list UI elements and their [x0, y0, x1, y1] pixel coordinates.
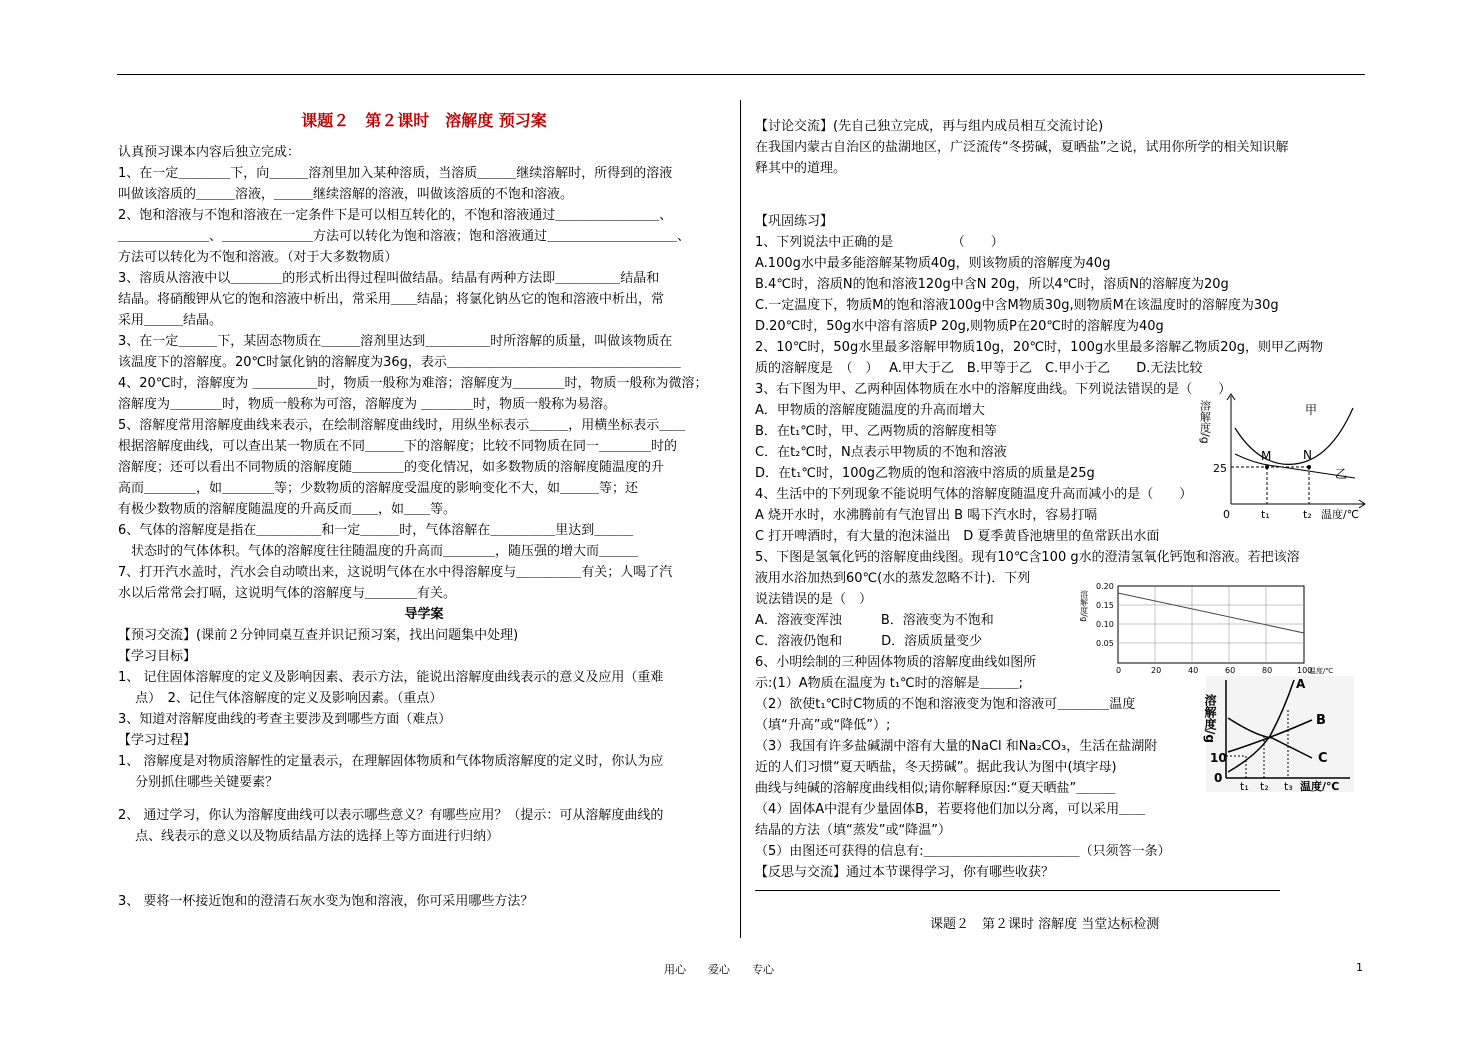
text-line: 示:(1）A物质在温度为 t₁℃时的溶解是＿＿＿;: [755, 676, 1024, 691]
text-line: 1、 记住固体溶解度的定义及影响因素、表示方法，能说出溶解度曲线表示的意义及应用（重难: [118, 670, 664, 685]
chart1-point-n: [1307, 465, 1311, 469]
top-rule: [117, 74, 1365, 75]
text-line: C 打开啤酒时，有大量的泡沫溢出 D 夏季黄昏池塘里的鱼常跃出水面: [755, 529, 1160, 544]
text-line: A 烧开水时，水沸腾前有气泡冒出 B 喝下汽水时，容易打嗝: [755, 508, 1098, 523]
right-column: [755, 116, 1367, 179]
text-line: D．在t₁℃时，100g乙物质的饱和溶液中溶质的质量是25g: [755, 466, 1095, 481]
text-line: （2）欲使t₁℃时C物质的不饱和溶液变为饱和溶液可＿＿＿＿温度: [755, 697, 1136, 712]
chart3-tick-t3: t₃: [1284, 780, 1293, 793]
text-line: 近的人们习惯“夏天晒盐，冬天捞碱”。据此我认为图中(填字母): [755, 760, 1117, 775]
solubility-chart-abc: [1203, 676, 1354, 793]
text-line: 课题２ 第２课时 溶解度 当堂达标检测: [930, 917, 1160, 932]
text-line: 7、打开汽水盖时，汽水会自动喷出来，这说明气体在水中得溶解度与＿＿＿＿＿有关；人喝了汽: [118, 565, 673, 580]
chart3-label-c: C: [1318, 751, 1328, 766]
solubility-chart-jia-yi: [1198, 386, 1375, 524]
page-number: 1: [1356, 961, 1363, 974]
chart1-tick-25: 25: [1213, 462, 1227, 475]
chart3-tick-10: 10: [1210, 751, 1227, 765]
text-line: 结晶。将硝酸钾从它的饱和溶液中析出，常采用＿＿结晶；将氯化钠丛它的饱和溶液中析出，常: [118, 292, 665, 307]
text-line: 方法可以转化为不饱和溶液。（对于大多数物质）: [118, 250, 398, 265]
chart2-xtick: 40: [1188, 666, 1199, 675]
text-line: 3、右下图为甲、乙两种固体物质在水中的溶解度曲线。下列说法错误的是（ ）: [755, 382, 1232, 397]
text-line: 4、生活中的下列现象不能说明气体的溶解度随温度升高而减小的是（ ）: [755, 487, 1193, 502]
text-line: 【学习过程】: [118, 733, 197, 748]
text-line: 【巩固练习】: [755, 214, 834, 229]
chart1-xlabel: 温度/℃: [1321, 508, 1360, 521]
chart2-solubility-line: [1118, 593, 1304, 633]
text-line: 6、气体的溶解度是指在＿＿＿＿＿和一定＿＿＿时，气体溶解在＿＿＿＿＿里达到＿＿＿: [118, 523, 634, 538]
text-line: 点） 2、记住气体溶解度的定义及影响因素。（重点）: [118, 691, 443, 706]
chart1-tick-t1: t₁: [1261, 508, 1270, 521]
text-line: 状态时的气体体积。气体的溶解度往往随温度的升高而＿＿＿＿，随压强的增大而＿＿＿: [118, 544, 639, 559]
text-line: 3、溶质从溶液中以＿＿＿＿的形式析出得过程叫做结晶。结晶有两种方法即＿＿＿＿＿结晶和: [118, 271, 660, 286]
chart2-ytick: 0.05: [1096, 639, 1114, 648]
chart2-ylabel: 溶解度/g: [1079, 590, 1089, 622]
text-line: 液用水浴加热到60℃(水的蒸发忽略不计)．下列: [755, 571, 1031, 586]
text-line: 【讨论交流】(先自己独立完成，再与组内成员相互交流讨论): [755, 119, 1104, 134]
chart3-origin: 0: [1214, 771, 1223, 785]
chart2-xtick: 60: [1225, 666, 1236, 675]
chart1-label-m: M: [1261, 449, 1272, 463]
page-title: 课题２ 第２课时 溶解度 预习案: [301, 111, 547, 130]
text-line: 该温度下的溶解度。20℃时氯化钠的溶解度为36g，表示＿＿＿＿＿＿＿＿＿＿＿＿＿＿＿＿＿＿: [118, 355, 681, 370]
text-line: 点、线表示的意义以及物质结晶方法的选择上等方面进行归纳）: [118, 829, 500, 844]
text-line: 说法错误的是（ ）: [755, 592, 873, 607]
text-line: 2、 通过学习，你认为溶解度曲线可以表示哪些意义？有哪些应用？（提示：可从溶解度曲线的: [118, 808, 664, 823]
text-line: 结晶的方法（填“蒸发”或“降温”）: [755, 823, 951, 838]
text-line: A．甲物质的溶解度随温度的升高而增大: [755, 403, 985, 418]
chart1-ylabel: 溶解度/g: [1198, 400, 1212, 444]
text-line: 根据溶解度曲线，可以查出某一物质在不同＿＿＿下的溶解度；比较不同物质在同一＿＿＿＿时的: [118, 439, 678, 454]
text-line: B．在t₁℃时，甲、乙两物质的溶解度相等: [755, 424, 997, 439]
text-line: （4）固体A中混有少量固体B，若要将他们加以分离，可以采用＿＿: [755, 802, 1146, 817]
text-line: 4、20℃时，溶解度为 ＿＿＿＿＿时，物质一般称为难溶；溶解度为＿＿＿＿时，物质一般称为微溶；: [118, 376, 708, 391]
text-line: 高而＿＿＿＿，如＿＿＿＿等；少数物质的溶解度受温度的影响变化不大，如＿＿＿等；还: [118, 481, 639, 496]
chart3-ylabel: 溶解度/g: [1203, 694, 1217, 743]
chart2-ytick: 0.10: [1096, 620, 1114, 629]
text-line: 2、10℃时，50g水里最多溶解甲物质10g，20℃时，100g水里最多溶解乙物质20g，则甲乙两物: [755, 340, 1324, 355]
chart3-xlabel: 温度/℃: [1300, 780, 1340, 793]
chart2-xtick: 100: [1297, 666, 1313, 675]
text-line: （5）由图还可获得的信息有:＿＿＿＿＿＿＿＿＿＿＿＿（只须答一条）: [755, 844, 1171, 859]
text-line: C．溶液仍饱和 D．溶质质量变少: [755, 634, 983, 649]
text-line: 6、小明绘制的三种固体物质的溶解度曲线如图所: [755, 655, 1037, 670]
chart3-label-a: A: [1296, 677, 1306, 691]
text-line: 分别抓住哪些关键要素？: [118, 775, 279, 790]
text-line: C．在t₂℃时，N点表示甲物质的不饱和溶液: [755, 445, 1007, 460]
text-line: 1、在一定＿＿＿＿下，向＿＿＿溶剂里加入某种溶质，当溶质＿＿＿继续溶解时，所得到的溶液: [118, 166, 673, 181]
chart1-label-n: N: [1303, 448, 1312, 462]
question-2: [118, 805, 730, 847]
text-line: 2、饱和溶液与不饱和溶液在一定条件下是可以相互转化的，不饱和溶液通过＿＿＿＿＿＿＿＿、: [118, 208, 673, 223]
chart2-ytick: 0.15: [1096, 601, 1114, 610]
text-line: ＿＿＿＿＿＿＿、＿＿＿＿＿＿＿方法可以转化为饱和溶液；饱和溶液通过＿＿＿＿＿＿＿＿＿＿、: [118, 229, 691, 244]
text-line: 3、知道对溶解度曲线的考查主要涉及到哪些方面（难点）: [118, 712, 452, 727]
text-line: 水以后常常会打嗝，这说明气体的溶解度与＿＿＿＿有关。: [118, 586, 457, 601]
text-line: 【学习目标】: [118, 649, 197, 664]
chart1-label-jia: 甲: [1305, 403, 1318, 417]
column-divider: [740, 100, 741, 938]
text-line: 采用＿＿＿结晶。: [118, 313, 223, 328]
text-line: 释其中的道理。: [755, 161, 847, 176]
answer-line: [755, 890, 1280, 891]
chart3-tick-t1: t₁: [1240, 780, 1249, 793]
text-line: 1、 溶解度是对物质溶解性的定量表示，在理解固体物质和气体物质溶解度的定义时，你认为应: [118, 754, 664, 769]
text-line: 认真预习课本内容后独立完成：: [118, 145, 301, 160]
bottom-title: [930, 914, 1230, 935]
text-line: （填“升高”或“降低”）;: [755, 718, 891, 733]
text-line: 有极少数物质的溶解度随温度的升高反而＿＿，如＿＿等。: [118, 502, 457, 517]
chart1-tick-t2: t₂: [1303, 508, 1312, 521]
text-line: 质的溶解度是 （ ） A.甲大于乙 B.甲等于乙 C.甲小于乙 D.无法比较: [755, 361, 1203, 376]
text-line: B.4℃时，溶质N的饱和溶液120g中含N 20g，所以4℃时，溶质N的溶解度为20g: [755, 277, 1229, 292]
text-line: 曲线与纯碱的溶解度曲线相似;请你解释原因:“夏天晒盐”＿＿＿: [755, 781, 1116, 796]
chart1-curve-jia: [1235, 408, 1353, 464]
text-line: 【反思与交流】通过本节课得学习，你有哪些收获？: [755, 865, 1055, 880]
chart2-xtick: 80: [1262, 666, 1273, 675]
footer-motto: 用心 爱心 专心: [664, 963, 774, 976]
text-line: 溶解度为＿＿＿＿时，物质一般称为可溶，溶解度为 ＿＿＿＿时，物质一般称为易溶。: [118, 397, 617, 412]
text-line: 溶解度；还可以看出不同物质的溶解度随＿＿＿＿的变化情况，如多数物质的溶解度随温度的升: [118, 460, 665, 475]
guide-title: 导学案: [404, 607, 444, 622]
chart1-point-m: [1265, 465, 1269, 469]
text-line: A．溶液变浑浊 B．溶液变为不饱和: [755, 613, 994, 628]
text-line: 在我国内蒙古自治区的盐湖地区，广泛流传“冬捞碱，夏晒盐”之说，试用你所学的相关知识解: [755, 140, 1289, 155]
chart2-xlabel: 温度/℃: [1309, 667, 1334, 675]
left-column: [118, 110, 730, 793]
text-line: 3、 要将一杯接近饱和的澄清石灰水变为饱和溶液，你可采用哪些方法？: [118, 894, 534, 909]
chart1-label-yi: 乙: [1335, 467, 1348, 481]
chart3-label-b: B: [1316, 713, 1326, 728]
chart2-xtick: 20: [1151, 666, 1162, 675]
chart2-xtick: 0: [1116, 666, 1122, 675]
text-line: （3）我国有许多盐碱湖中溶有大量的NaCl 和Na₂CO₃，生活在盐湖附: [755, 739, 1158, 754]
text-line: A.100g水中最多能溶解某物质40g，则该物质的溶解度为40g: [755, 256, 1111, 271]
text-line: 叫做该溶质的＿＿＿溶液，＿＿＿继续溶解的溶液，叫做该溶质的不饱和溶液。: [118, 187, 574, 202]
text-line: D.20℃时，50g水中溶有溶质P 20g,则物质P在20℃时的溶解度为40g: [755, 319, 1164, 334]
text-line: 【预习交流】(课前２分钟同桌互查并识记预习案，找出问题集中处理): [118, 628, 519, 643]
text-line: 5、溶解度常用溶解度曲线来表示，在绘制溶解度曲线时，用纵坐标表示＿＿＿，用横坐标表示＿＿: [118, 418, 686, 433]
text-line: 1、下列说法中正确的是 （ ）: [755, 235, 1004, 250]
text-line: C.一定温度下，物质M的饱和溶液100g中含M物质30g,则物质M在该温度时的溶解度为30g: [755, 298, 1279, 313]
chart3-tick-t2: t₂: [1260, 780, 1269, 793]
question-3: [118, 891, 730, 912]
chart1-origin: 0: [1223, 508, 1230, 521]
text-line: 3、在一定＿＿＿下，某固态物质在＿＿＿溶剂里达到＿＿＿＿＿时所溶解的质量，叫做该物质在: [118, 334, 673, 349]
text-line: 5、下图是氢氧化钙的溶解度曲线图。现有10℃含100 g水的澄清氢氧化钙饱和溶液。若把该溶: [755, 550, 1300, 565]
calcium-hydroxide-chart: [1079, 578, 1334, 676]
chart2-ytick: 0.20: [1096, 582, 1114, 591]
